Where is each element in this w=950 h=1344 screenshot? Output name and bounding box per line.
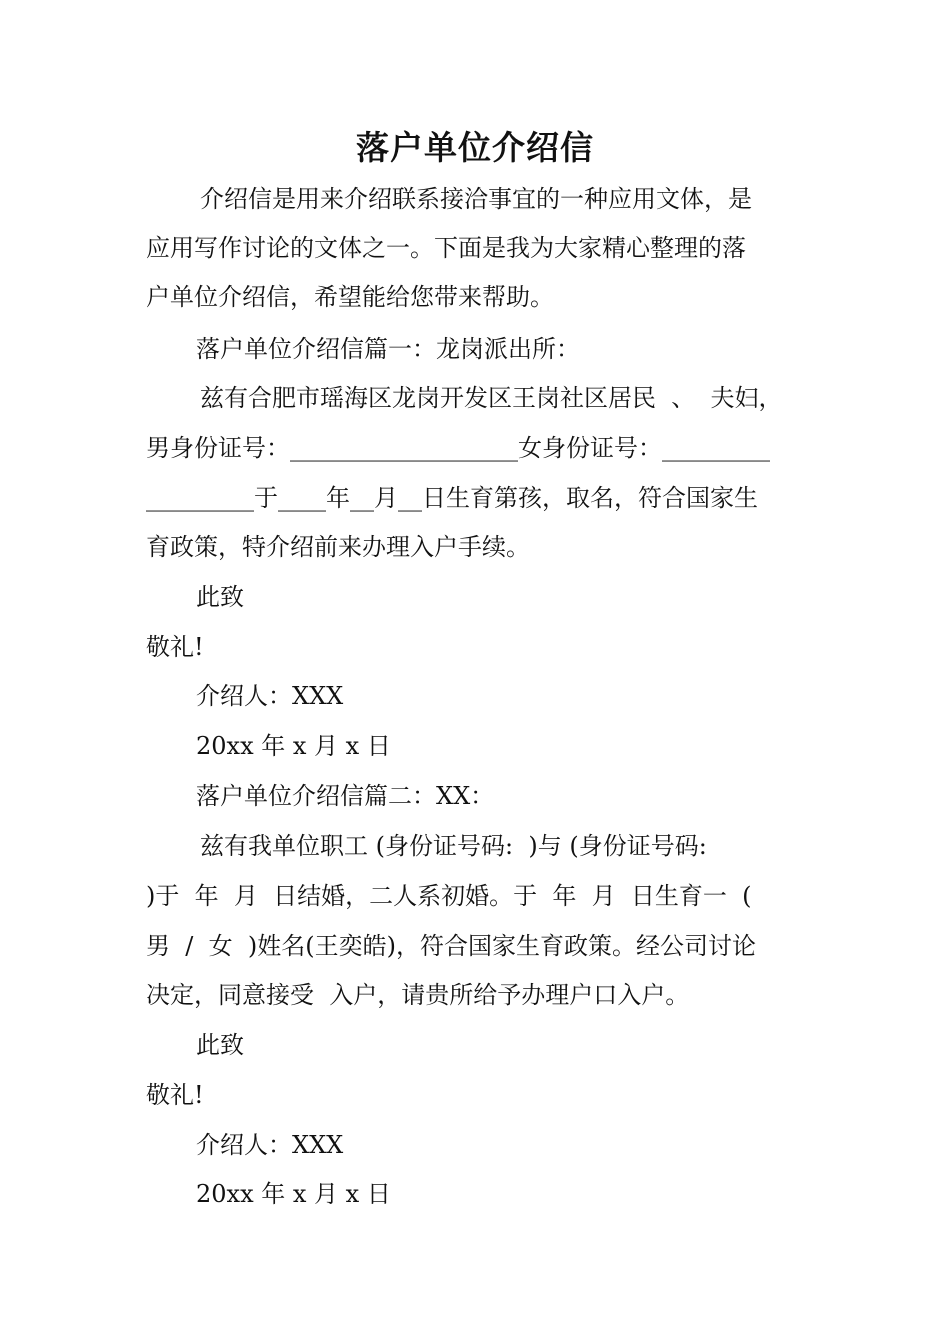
letter1-introducer: 介绍人：XXX: [196, 682, 344, 710]
letter1-closing-2: 敬礼!: [146, 633, 204, 661]
letter2-body-line-4: 决定，同意接受 入户，请贵所给予办理户口入户。: [146, 981, 690, 1009]
letter1-body-line-3: _________于____年__月__日生育第孩，取名，符合国家生: [146, 484, 758, 512]
letter1-body-line-2: 男身份证号：___________________女身份证号：_________: [146, 434, 770, 462]
letter2-body-line-2: )于 年 月 日结婚，二人系初婚。于 年 月 日生育一 (: [146, 882, 752, 910]
letter2-body-line-3: 男 / 女 )姓名(王奕皓)，符合国家生育政策。经公司讨论: [146, 932, 756, 960]
letter1-date: 20xx 年 x 月 x 日: [196, 732, 391, 760]
letter1-closing-1: 此致: [196, 583, 244, 611]
letter1-body-line-1: 兹有合肥市瑶海区龙岗开发区王岗社区居民 、 夫妇，: [200, 384, 783, 412]
letter1-body-line-4: 育政策，特介绍前来办理入户手续。: [146, 533, 530, 561]
letter1-heading: 落户单位介绍信篇一：龙岗派出所：: [196, 335, 580, 363]
letter2-closing-2: 敬礼!: [146, 1081, 204, 1109]
letter2-heading: 落户单位介绍信篇二：XX：: [196, 782, 495, 810]
letter2-body-line-1: 兹有我单位职工 (身份证号码: )与 (身份证号码:: [200, 832, 707, 860]
intro-line-3: 户单位介绍信，希望能给您带来帮助。: [146, 283, 554, 311]
letter2-date: 20xx 年 x 月 x 日: [196, 1180, 391, 1208]
intro-line-1: 介绍信是用来介绍联系接洽事宜的一种应用文体，是: [200, 185, 752, 213]
intro-line-2: 应用写作讨论的文体之一。下面是我为大家精心整理的落: [146, 234, 746, 262]
letter2-introducer: 介绍人：XXX: [196, 1131, 344, 1159]
document-title: 落户单位介绍信: [356, 128, 594, 167]
letter2-closing-1: 此致: [196, 1031, 244, 1059]
